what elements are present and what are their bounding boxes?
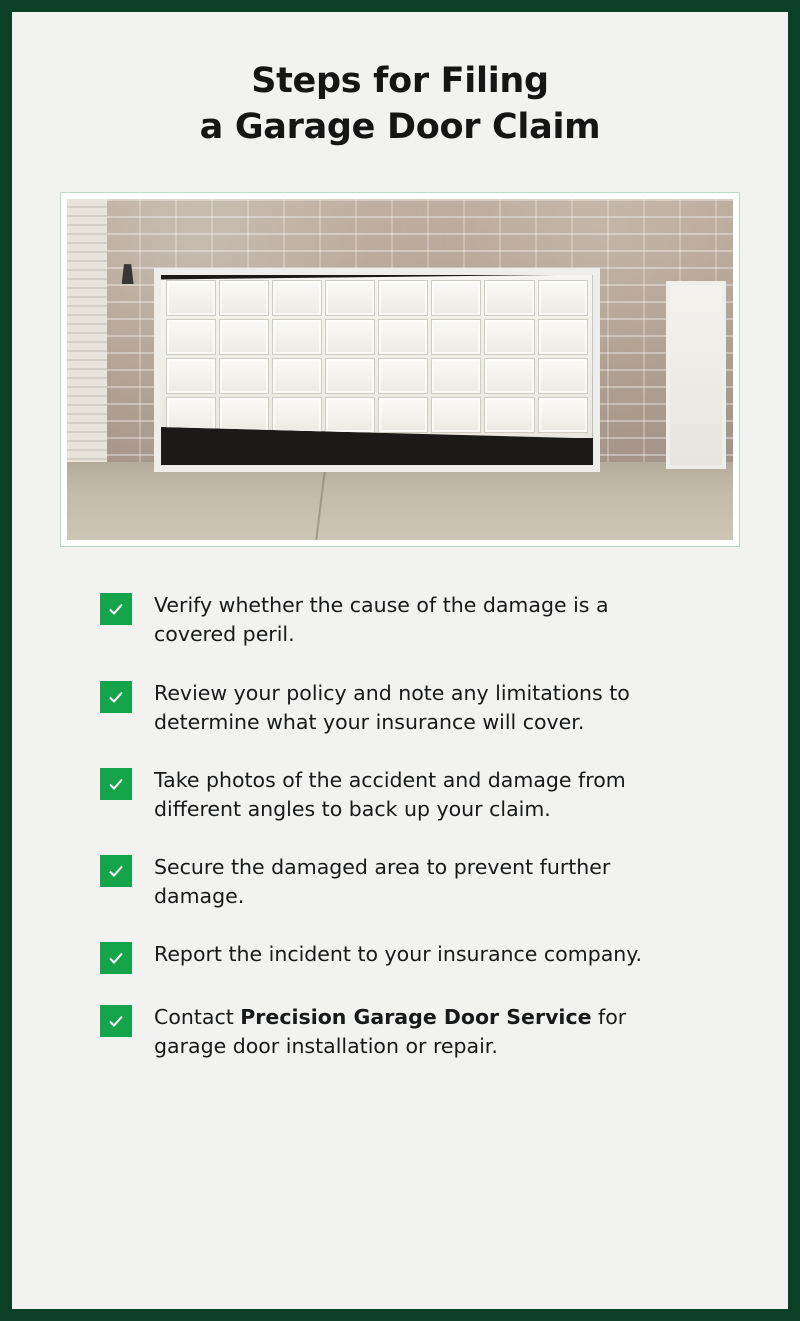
door-panel [484,319,534,355]
list-item [100,591,700,649]
door-panel [484,397,534,433]
secondary-garage-door [666,281,726,469]
photo-frame [60,192,740,547]
door-panel [166,280,216,316]
door-panel [378,319,428,355]
door-panel [431,358,481,394]
garage-door [161,275,593,439]
list-item [100,940,700,974]
door-panel [166,358,216,394]
list-item-label [154,1003,684,1061]
checkmark-icon [100,942,132,974]
door-panel [431,319,481,355]
house-siding [67,199,107,472]
door-panel [325,280,375,316]
door-panel [219,280,269,316]
door-panel [272,397,322,433]
checkmark-icon [100,593,132,625]
garage-opening [154,268,600,473]
door-panel [538,319,588,355]
door-panel [325,358,375,394]
list-item [100,766,700,824]
garage-door-photo [67,199,733,540]
door-panel [166,397,216,433]
door-panel [484,358,534,394]
page-title [70,58,730,150]
list-item-label: Review your policy and note any limitations to determine what your insurance will cover. [154,680,630,734]
infographic-poster [12,12,788,1309]
list-item-label: Verify whether the cause of the damage is a covered peril. [154,593,609,647]
door-panel [538,397,588,433]
checkmark-icon [100,768,132,800]
door-panel [431,397,481,433]
door-panel [219,358,269,394]
list-item-label: Secure the damaged area to prevent further damage. [154,855,611,909]
page-title-line-1: Steps for Filing [251,61,549,101]
list-item-text-after: for garage door installation or repair. [154,1005,627,1059]
door-panel [325,397,375,433]
checkmark-icon [100,681,132,713]
checkmark-icon [100,855,132,887]
door-panel [538,358,588,394]
driveway [67,462,733,540]
door-panel [272,280,322,316]
door-panel [325,319,375,355]
door-panel [378,358,428,394]
door-panel [219,397,269,433]
list-item [100,1003,700,1061]
door-panel [272,319,322,355]
page-title-line-2: a Garage Door Claim [199,107,601,148]
list-item-label: Take photos of the accident and damage from different angles to back up your claim. [154,767,626,821]
list-item-label: Report the incident to your insurance company. [154,942,642,967]
steps-checklist [100,591,700,1061]
checkmark-icon [100,1005,132,1037]
company-name: Precision Garage Door Service [240,1005,592,1030]
door-panel [166,319,216,355]
door-panel [431,280,481,316]
door-panel [378,280,428,316]
door-panel [378,397,428,433]
list-item [100,679,700,737]
list-item-text-before: Contact [154,1005,241,1030]
door-panel [219,319,269,355]
door-panel [538,280,588,316]
list-item [100,853,700,911]
door-panel [484,280,534,316]
door-panel [272,358,322,394]
